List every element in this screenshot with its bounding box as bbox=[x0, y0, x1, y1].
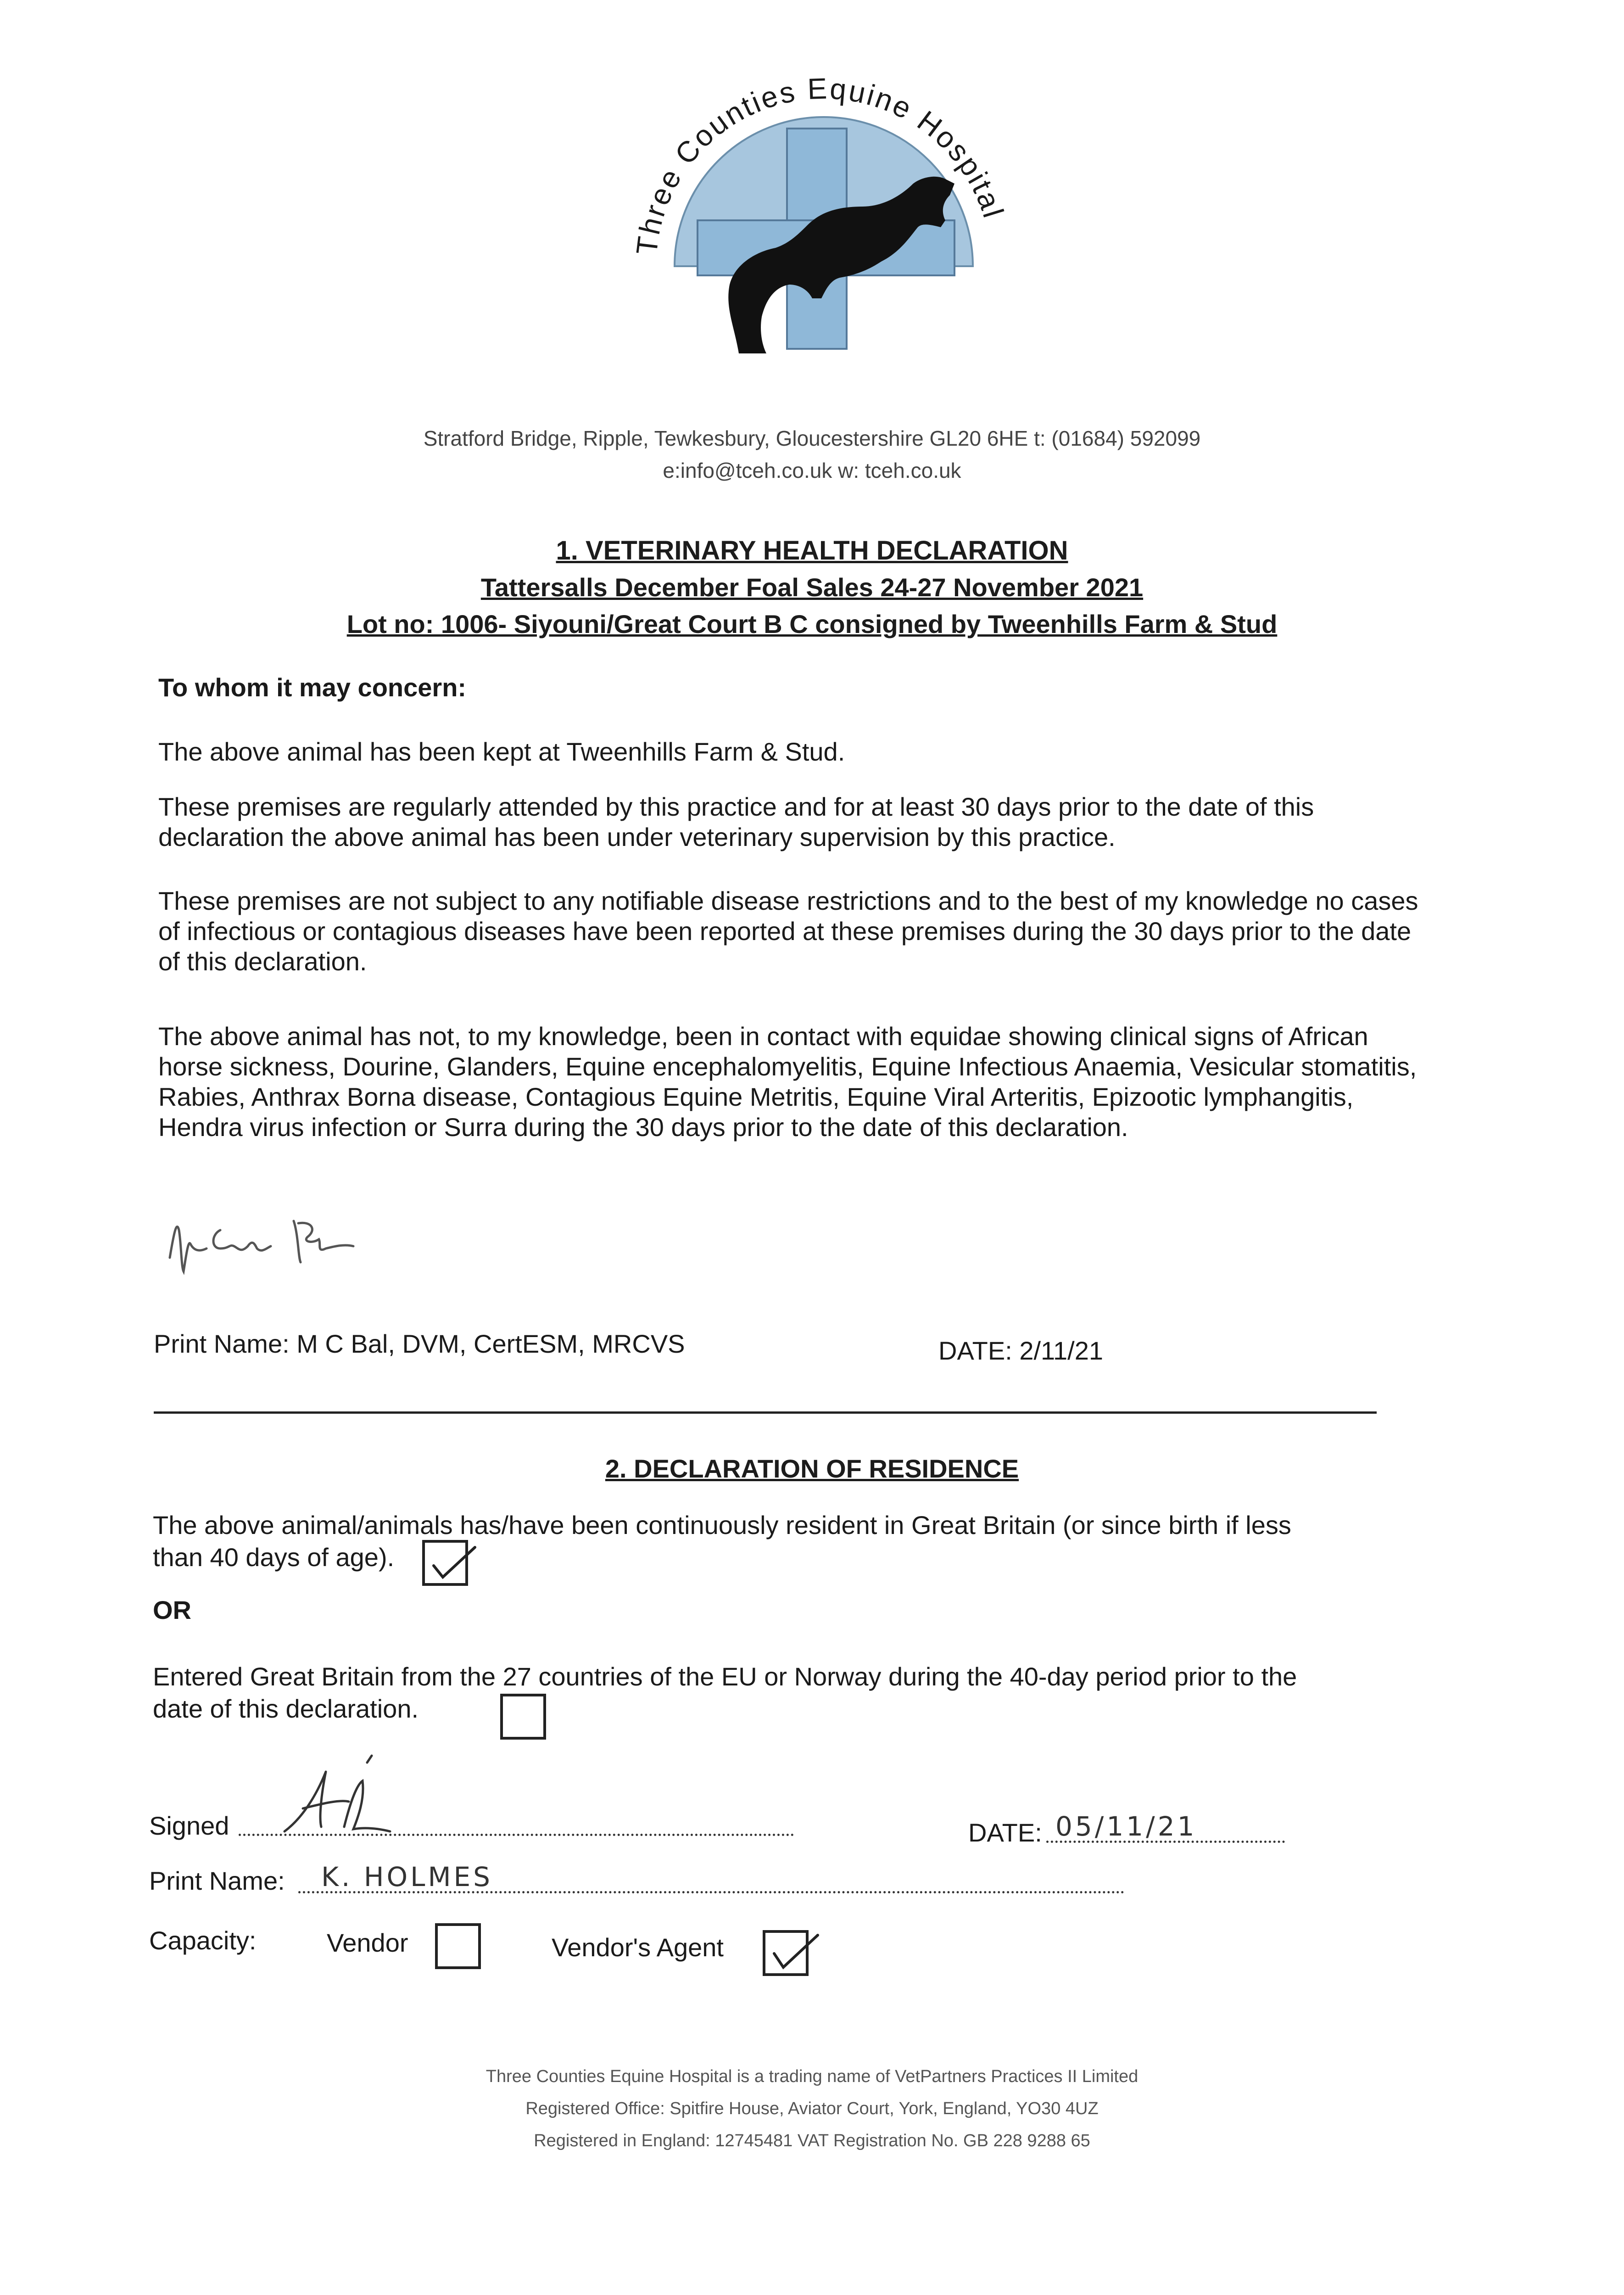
signed-label: Signed bbox=[149, 1811, 229, 1840]
vet-date: DATE: 2/11/21 bbox=[938, 1336, 1103, 1365]
resident-checkbox[interactable] bbox=[422, 1540, 468, 1586]
residence-date-value: 05/11/21 bbox=[1055, 1811, 1197, 1842]
footer-line-2: Registered Office: Spitfire House, Aviator Court, York, England, YO30 4UZ bbox=[525, 2099, 1099, 2118]
residence-print-name-label: Print Name: bbox=[149, 1866, 285, 1895]
agent-signature bbox=[275, 1753, 395, 1845]
section1-subtitle: Tattersalls December Foal Sales 24-27 November 2021 bbox=[480, 573, 1144, 602]
vendor-checkbox[interactable] bbox=[435, 1923, 481, 1969]
address-line-1: Stratford Bridge, Ripple, Tewkesbury, Gloucestershire GL20 6HE t: (01684) 592099 bbox=[423, 426, 1201, 450]
section-divider bbox=[154, 1411, 1377, 1414]
address-line-2: e:info@tceh.co.uk w: tceh.co.uk bbox=[663, 459, 961, 482]
vendors-agent-checkbox[interactable] bbox=[763, 1930, 809, 1976]
residence-date-label: DATE: bbox=[968, 1818, 1042, 1847]
paragraph-1: The above animal has been kept at Tweenhills Farm & Stud. bbox=[158, 737, 845, 766]
footer-line-3: Registered in England: 12745481 VAT Registration No. GB 228 9288 65 bbox=[534, 2131, 1090, 2150]
or-label: OR bbox=[153, 1595, 191, 1624]
paragraph-3: These premises are not subject to any notifiable disease restrictions and to the best of my knowledge no cases of infectious or contagious diseases have been reported at these premises during the 30 days prior to the date of this declaration. bbox=[158, 886, 1418, 976]
salutation: To whom it may concern: bbox=[158, 673, 467, 702]
section2-title: 2. DECLARATION OF RESIDENCE bbox=[605, 1454, 1019, 1483]
capacity-label: Capacity: bbox=[149, 1926, 257, 1955]
vendor-label: Vendor bbox=[327, 1928, 408, 1957]
vendors-agent-label: Vendor's Agent bbox=[552, 1933, 724, 1962]
section1-title: 1. VETERINARY HEALTH DECLARATION bbox=[556, 536, 1068, 565]
footer-line-1: Three Counties Equine Hospital is a trading name of VetPartners Practices II Limited bbox=[486, 2067, 1138, 2086]
residence-option1-line1: The above animal/animals has/have been continuously resident in Great Britain (or since birth if less bbox=[153, 1511, 1291, 1539]
residence-print-name-value: K. HOLMES bbox=[321, 1861, 493, 1892]
residence-option2-line2: date of this declaration. bbox=[153, 1694, 419, 1723]
paragraph-4: The above animal has not, to my knowledge, been in contact with equidae showing clinical signs of African horse sickness, Dourine, Glanders, Equine encephalomyelitis, Equine Infectious Anaemia, Vesicular stomatitis, Rabies, Anthrax Borna disease, Contagious Equine Metritis, Equine Viral Arteritis, Epizootic lymphangitis, Hendra virus infection or Surra during the 30 days prior to the date of this declaration. bbox=[158, 1022, 1417, 1142]
vet-signature bbox=[161, 1203, 418, 1285]
entered-gb-checkbox[interactable] bbox=[500, 1694, 546, 1740]
residence-option2-line1: Entered Great Britain from the 27 countries of the EU or Norway during the 40-day period prior to the bbox=[153, 1662, 1297, 1691]
paragraph-2: These premises are regularly attended by this practice and for at least 30 days prior to the date of this declaration the above animal has been under veterinary supervision by this practice. bbox=[158, 792, 1314, 851]
vet-print-name: Print Name: M C Bal, DVM, CertESM, MRCVS bbox=[154, 1329, 685, 1358]
hospital-logo bbox=[624, 69, 1019, 381]
residence-option1-line2: than 40 days of age). bbox=[153, 1543, 395, 1572]
lot-line: Lot no: 1006- Siyouni/Great Court B C consigned by Tweenhills Farm & Stud bbox=[346, 610, 1278, 638]
logo-text: Three Counties Equine Hospital bbox=[630, 72, 1011, 257]
